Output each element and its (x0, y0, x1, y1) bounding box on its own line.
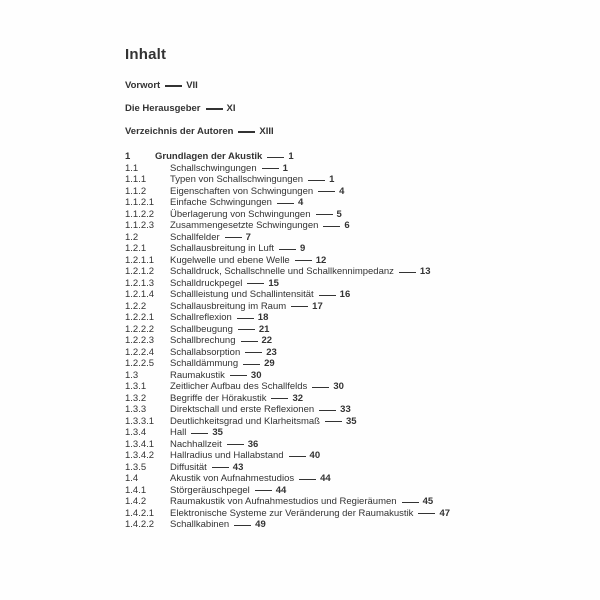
toc-entry-title: Schallreflexion (170, 312, 232, 324)
toc-entry-title: Grundlagen der Akustik (155, 151, 263, 163)
toc-entry-page: 21 (258, 323, 270, 335)
toc-entry-page: 32 (292, 392, 304, 404)
toc-row (125, 255, 600, 267)
toc-entry-page: 22 (261, 335, 273, 347)
toc-row (125, 473, 600, 485)
leader-dash (225, 237, 242, 238)
toc-entry-number: 1.3.4.1 (125, 438, 155, 450)
toc-entry-title: Diffusität (170, 461, 207, 473)
leader-dash (325, 421, 342, 422)
front-matter-list (125, 74, 600, 143)
page-title: Inhalt (125, 46, 167, 63)
toc-entry-title: Begriffe der Hörakustik (170, 392, 267, 404)
toc-row (125, 450, 600, 462)
toc-entry-number: 1.3.2 (125, 392, 147, 404)
toc-entry-title: Schalldämmung (170, 358, 239, 370)
toc-row (125, 485, 600, 497)
toc-entry-page: 44 (320, 473, 331, 485)
toc-entry-title: Einfache Schwingungen (170, 197, 272, 209)
leader-dash (238, 131, 255, 132)
leader-dash (237, 318, 254, 319)
toc-row (125, 416, 600, 428)
toc-row (125, 508, 600, 520)
toc-entry-page: 23 (266, 346, 277, 358)
toc-entry-page: 35 (212, 427, 223, 439)
toc-entry-title: Nachhallzeit (170, 438, 222, 450)
leader-dash (277, 203, 294, 204)
toc-entry-page: 16 (339, 289, 351, 301)
toc-row (125, 220, 600, 232)
toc-entry-number: 1.2.1 (125, 243, 147, 255)
toc-row (125, 496, 600, 508)
leader-dash (230, 375, 247, 376)
page-number: XIII (259, 126, 274, 137)
toc-row (125, 404, 600, 416)
toc-entry-number: 1.3.1 (125, 381, 147, 393)
toc-entry-page: 49 (255, 519, 266, 531)
toc-entry-page: 1 (329, 174, 335, 186)
toc-entry-title: Raumakustik (170, 369, 225, 381)
toc-entry-title: Schallausbreitung im Raum (170, 300, 287, 312)
toc-entry-title: Schallbeugung (170, 323, 233, 335)
toc-entry-number: 1.3.4 (125, 427, 147, 439)
page-number: VII (186, 80, 198, 91)
toc-row (125, 358, 600, 370)
toc-entry-number: 1.4 (125, 473, 139, 485)
toc-entry-number: 1.2 (125, 231, 139, 243)
front-matter-row (125, 120, 600, 143)
toc-entry-number: 1.3.3 (125, 404, 147, 416)
toc-list (125, 151, 600, 531)
toc-entry-page: 6 (344, 220, 350, 232)
toc-entry-number: 1.2.2.1 (125, 312, 155, 324)
front-matter-title: Verzeichnis der Autoren (125, 126, 234, 137)
toc-entry-number: 1.1.2.2 (125, 208, 155, 220)
toc-entry-number: 1.2.2.5 (125, 358, 155, 370)
toc-entry-number: 1.1 (125, 162, 139, 174)
toc-entry-number: 1.3.4.2 (125, 450, 155, 462)
leader-dash (316, 214, 333, 215)
toc-entry-title: Schallkabinen (170, 519, 230, 531)
leader-dash (399, 272, 416, 273)
toc-row (125, 232, 600, 244)
leader-dash (319, 410, 336, 411)
toc-entry-title: Hall (170, 427, 187, 439)
toc-entry-number: 1.2.2 (125, 300, 147, 312)
toc-entry-number: 1.4.2 (125, 496, 147, 508)
toc-row (125, 519, 600, 531)
toc-entry-page: 12 (315, 254, 327, 266)
leader-dash (418, 513, 435, 514)
toc-entry-page: 36 (247, 438, 259, 450)
toc-row (125, 347, 600, 359)
toc-row (125, 186, 600, 198)
toc-entry-title: Akustik von Aufnahmestudios (170, 473, 295, 485)
toc-entry-number: 1.3 (125, 369, 139, 381)
toc-entry-page: 44 (275, 484, 287, 496)
toc-row (125, 381, 600, 393)
toc-entry-page: 4 (339, 185, 345, 197)
toc-row (125, 312, 600, 324)
toc-entry-number: 1 (125, 151, 131, 163)
toc-entry-title: Schalldruck, Schallschnelle und Schallkennimpedanz (170, 266, 394, 278)
toc-entry-page: 29 (264, 358, 275, 370)
leader-dash (312, 387, 329, 388)
toc-entry-page: 1 (288, 151, 294, 163)
toc-entry-title: Kugelwelle und ebene Welle (170, 254, 290, 266)
toc-entry-number: 1.4.1 (125, 484, 147, 496)
toc-entry-number: 1.2.1.3 (125, 277, 155, 289)
leader-dash (243, 364, 260, 365)
toc-entry-title: Raumakustik von Aufnahmestudios und Regieräumen (170, 496, 397, 508)
leader-dash (323, 226, 340, 227)
toc-row (125, 393, 600, 405)
toc-entry-page: 35 (345, 415, 357, 427)
toc-entry-title: Überlagerung von Schwingungen (170, 208, 311, 220)
leader-dash (271, 398, 288, 399)
front-matter-row (125, 97, 600, 120)
leader-dash (318, 191, 335, 192)
toc-entry-page: 13 (419, 266, 431, 278)
toc-entry-title: Deutlichkeitsgrad und Klarheitsmaß (170, 415, 320, 427)
leader-dash (165, 85, 182, 86)
toc-entry-number: 1.1.2.3 (125, 220, 155, 232)
toc-entry-page: 30 (250, 369, 262, 381)
toc-entry-number: 1.2.1.1 (125, 254, 155, 266)
toc-entry-page: 30 (333, 381, 344, 393)
toc-entry-page: 17 (312, 300, 323, 312)
leader-dash (279, 249, 296, 250)
front-matter-row (125, 74, 600, 97)
toc-entry-number: 1.3.5 (125, 461, 147, 473)
toc-row (125, 243, 600, 255)
toc-row (125, 335, 600, 347)
toc-entry-title: Eigenschaften von Schwingungen (170, 185, 314, 197)
toc-entry-number: 1.2.2.3 (125, 335, 155, 347)
front-matter-title: Die Herausgeber (125, 103, 201, 114)
toc-row (125, 370, 600, 382)
toc-entry-title: Typen von Schallschwingungen (170, 174, 304, 186)
toc-entry-page: 43 (232, 461, 244, 473)
leader-dash (299, 479, 316, 480)
leader-dash (212, 467, 229, 468)
toc-entry-title: Direktschall und erste Reflexionen (170, 404, 315, 416)
leader-dash (227, 444, 244, 445)
toc-row (125, 151, 600, 163)
toc-entry-number: 1.4.2.2 (125, 519, 155, 531)
toc-entry-page: 9 (300, 243, 306, 255)
toc-row (125, 427, 600, 439)
toc-entry-number: 1.2.2.2 (125, 323, 155, 335)
toc-entry-title: Hallradius und Hallabstand (170, 450, 284, 462)
leader-dash (291, 306, 308, 307)
toc-entry-page: 7 (245, 231, 251, 243)
leader-dash (319, 295, 336, 296)
toc-row (125, 266, 600, 278)
leader-dash (262, 168, 279, 169)
toc-entry-page: 15 (268, 277, 279, 289)
toc-entry-title: Zeitlicher Aufbau des Schallfelds (170, 381, 308, 393)
toc-entry-number: 1.2.2.4 (125, 346, 155, 358)
toc-row (125, 462, 600, 474)
leader-dash (308, 180, 325, 181)
leader-dash (245, 352, 262, 353)
leader-dash (234, 525, 251, 526)
toc-entry-number: 1.2.1.4 (125, 289, 155, 301)
leader-dash (247, 283, 264, 284)
toc-entry-title: Zusammengesetzte Schwingungen (170, 220, 319, 232)
leader-dash (241, 341, 258, 342)
leader-dash (238, 329, 255, 330)
toc-row (125, 278, 600, 290)
toc-entry-page: 33 (340, 404, 351, 416)
leader-dash (206, 108, 223, 109)
leader-dash (191, 433, 208, 434)
toc-entry-page: 1 (282, 162, 288, 174)
toc-entry-title: Schallbrechung (170, 335, 236, 347)
toc-entry-title: Störgeräuschpegel (170, 484, 250, 496)
toc-row (125, 209, 600, 221)
toc-row (125, 324, 600, 336)
toc-entry-number: 1.1.2 (125, 185, 147, 197)
toc-entry-title: Schalldruckpegel (170, 277, 243, 289)
toc-entry-number: 1.1.2.1 (125, 197, 155, 209)
leader-dash (255, 490, 272, 491)
toc-entry-title: Schallausbreitung in Luft (170, 243, 275, 255)
toc-entry-page: 5 (336, 208, 342, 220)
toc-entry-number: 1.1.1 (125, 174, 147, 186)
leader-dash (402, 502, 419, 503)
toc-entry-page: 47 (439, 507, 451, 519)
toc-row (125, 197, 600, 209)
toc-entry-title: Schallfelder (170, 231, 220, 243)
page-number: XI (226, 103, 236, 114)
toc-entry-page: 40 (309, 450, 321, 462)
front-matter-title: Vorwort (125, 80, 161, 91)
toc-row (125, 439, 600, 451)
leader-dash (295, 260, 312, 261)
toc-row (125, 301, 600, 313)
toc-entry-page: 18 (257, 312, 269, 324)
toc-row (125, 174, 600, 186)
toc-entry-title: Schallleistung und Schallintensität (170, 289, 314, 301)
leader-dash (267, 157, 284, 158)
toc-entry-page: 4 (297, 197, 304, 209)
toc-entry-title: Schallabsorption (170, 346, 241, 358)
toc-entry-title: Elektronische Systeme zur Veränderung der Raumakustik (170, 507, 414, 519)
toc-row (125, 289, 600, 301)
leader-dash (289, 456, 306, 457)
toc-entry-number: 1.3.3.1 (125, 415, 155, 427)
toc-row (125, 163, 600, 175)
toc-entry-number: 1.2.1.2 (125, 266, 155, 278)
toc-entry-page: 45 (422, 496, 434, 508)
toc-entry-title: Schallschwingungen (170, 162, 257, 174)
toc-entry-number: 1.4.2.1 (125, 507, 155, 519)
